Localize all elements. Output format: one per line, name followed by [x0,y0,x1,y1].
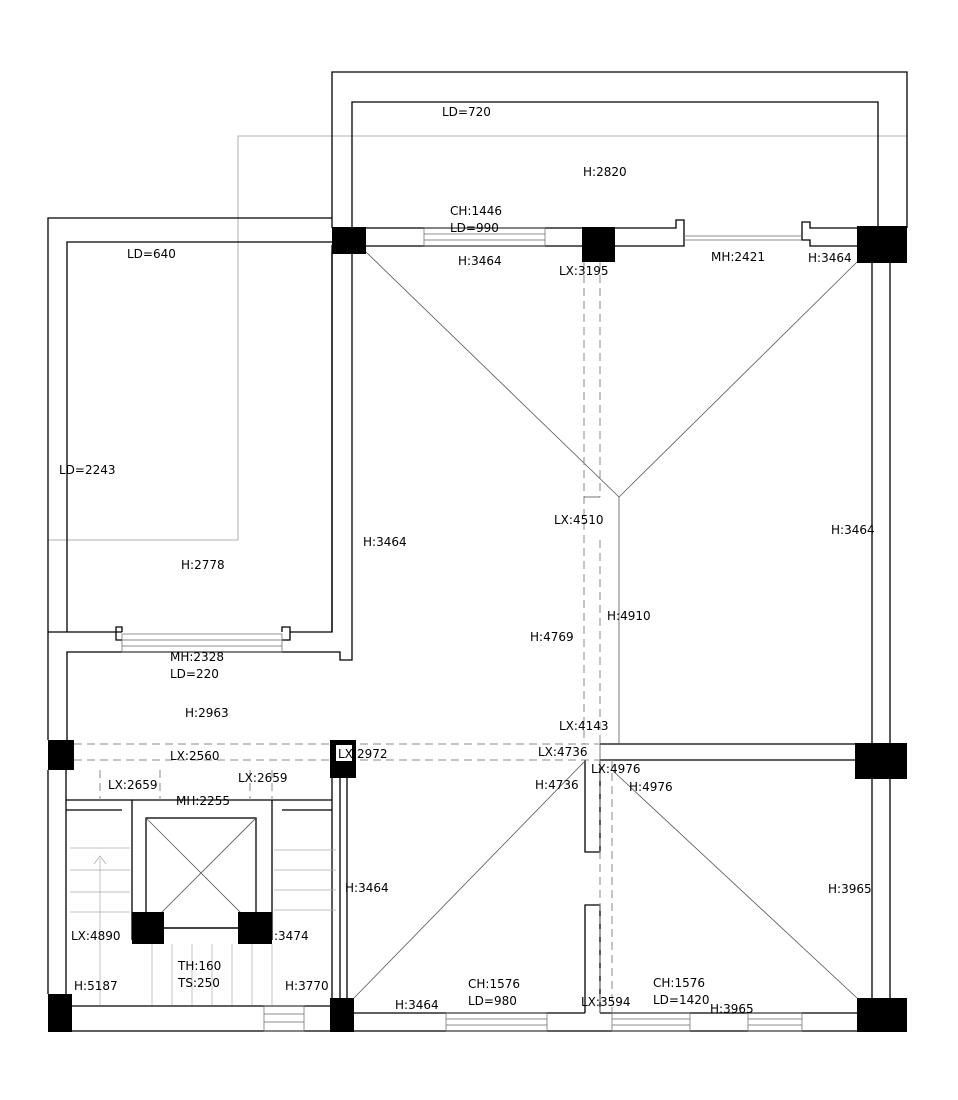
label-ld-990: LD=990 [450,221,499,235]
label-lx-3195: LX:3195 [559,264,609,278]
label-h-4976: H:4976 [629,780,673,794]
label-h-3770: H:3770 [285,979,329,993]
label-h-3464-leftmid: H:3464 [363,535,407,549]
label-h-3464-topright: H:3464 [808,251,852,265]
label-lx-2659-left: LX:2659 [108,778,158,792]
label-ld-980: LD=980 [468,994,517,1008]
label-h-3965-right: H:3965 [828,882,872,896]
label-ld-640: LD=640 [127,247,176,261]
label-mh-2255: MH:2255 [176,794,230,808]
label-ch-1576-b: CH:1576 [653,976,705,990]
label-mh-2328: MH:2328 [170,650,224,664]
reference-lines [48,136,907,540]
label-ld-720: LD=720 [442,105,491,119]
label-h-3464-lowmid: H:3464 [345,881,389,895]
label-lx-4736: LX:4736 [538,745,588,759]
label-lx-2659-right: LX:2659 [238,771,288,785]
label-lx-2972: LX:2972 [338,747,388,761]
label-ld-1420: LD=1420 [653,993,710,1007]
label-h-4910: H:4910 [607,609,651,623]
label-lx-4510: LX:4510 [554,513,604,527]
roof-lines [354,252,857,998]
label-h-2963: H:2963 [185,706,229,720]
label-lx-2560: LX:2560 [170,749,220,763]
label-h-4769: H:4769 [530,630,574,644]
label-h-3464-bottom: H:3464 [395,998,439,1012]
label-mh-2421: MH:2421 [711,250,765,264]
label-h-2778: H:2778 [181,558,225,572]
columns [48,226,907,1032]
label-h-3464-top: H:3464 [458,254,502,268]
label-lx-4143: LX:4143 [559,719,609,733]
label-ld-220: LD=220 [170,667,219,681]
label-h-3965-bottom: H:3965 [710,1002,754,1016]
label-h-5187: H:5187 [74,979,118,993]
label-lx-4976: LX:4976 [591,762,641,776]
label-ts-250: TS:250 [178,976,220,990]
label-h-2820: H:2820 [583,165,627,179]
label-ld-2243: LD=2243 [59,463,116,477]
label-ch-1576-a: CH:1576 [468,977,520,991]
label-h-3464-right: H:3464 [831,523,875,537]
label-ch-1446: CH:1446 [450,204,502,218]
label-lx-4890: LX:4890 [71,929,121,943]
label-h-4736: H:4736 [535,778,579,792]
label-th-160: TH:160 [178,959,222,973]
label-3474: :3474 [274,929,309,943]
windows [122,228,802,1031]
label-lx-3594: LX:3594 [581,995,631,1009]
